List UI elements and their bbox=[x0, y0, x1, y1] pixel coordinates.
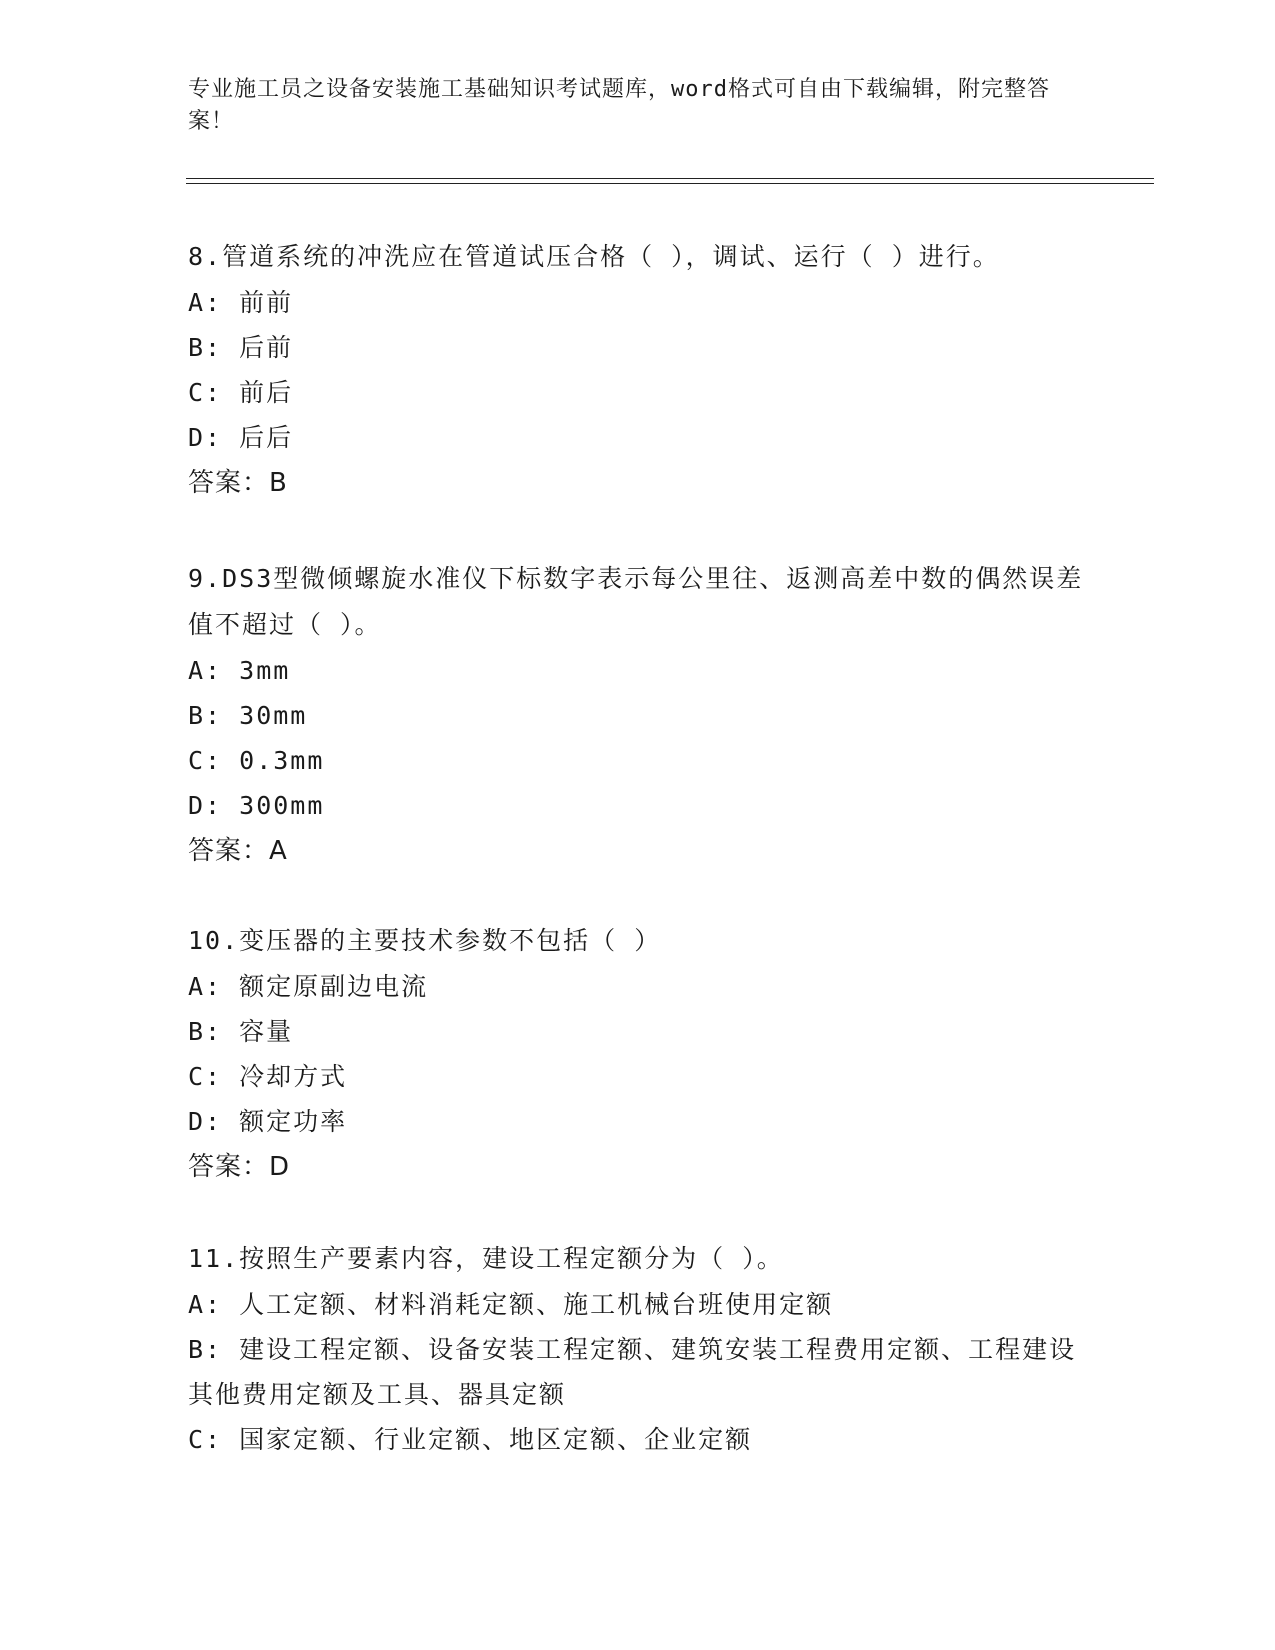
header-divider-bottom bbox=[186, 183, 1154, 184]
option-a: A: 3mm bbox=[188, 656, 291, 685]
option-b: B: 30mm bbox=[188, 701, 308, 730]
option-d: D: 额定功率 bbox=[188, 1107, 348, 1136]
option-a: A: 前前 bbox=[188, 288, 294, 317]
option-c: C: 0.3mm bbox=[188, 746, 325, 775]
question-stem: 11.按照生产要素内容，建设工程定额分为（ ）。 bbox=[188, 1244, 784, 1273]
question-9 bbox=[188, 556, 1088, 874]
option-b: B: 建设工程定额、设备安装工程定额、建筑安装工程费用定额、工程建设其他费用定额及工具、器具定额 bbox=[188, 1335, 1077, 1409]
option-d: D: 后后 bbox=[188, 423, 294, 452]
option-c: C: 国家定额、行业定额、地区定额、企业定额 bbox=[188, 1425, 753, 1454]
option-c: C: 冷却方式 bbox=[188, 1062, 348, 1091]
header-divider-top bbox=[186, 178, 1154, 179]
question-10 bbox=[188, 918, 1088, 1190]
option-d: D: 300mm bbox=[188, 791, 325, 820]
option-a: A: 人工定额、材料消耗定额、施工机械台班使用定额 bbox=[188, 1290, 834, 1319]
document-header: 专业施工员之设备安装施工基础知识考试题库，word格式可自由下载编辑，附完整答案！ bbox=[188, 77, 1050, 134]
question-stem: 9.DS3型微倾螺旋水准仪下标数字表示每公里往、返测高差中数的偶然误差值不超过（ ）。 bbox=[188, 564, 1084, 639]
question-stem: 10.变压器的主要技术参数不包括（ ） bbox=[188, 926, 662, 955]
option-b: B: 容量 bbox=[188, 1017, 294, 1046]
question-8 bbox=[188, 234, 1088, 506]
question-11 bbox=[188, 1236, 1088, 1462]
answer: 答案：A bbox=[188, 836, 288, 866]
option-a: A: 额定原副边电流 bbox=[188, 972, 429, 1001]
option-b: B: 后前 bbox=[188, 333, 294, 362]
answer: 答案：B bbox=[188, 468, 288, 498]
answer: 答案：D bbox=[188, 1152, 291, 1182]
question-stem: 8.管道系统的冲洗应在管道试压合格（ ），调试、运行（ ）进行。 bbox=[188, 242, 1000, 271]
option-c: C: 前后 bbox=[188, 378, 294, 407]
